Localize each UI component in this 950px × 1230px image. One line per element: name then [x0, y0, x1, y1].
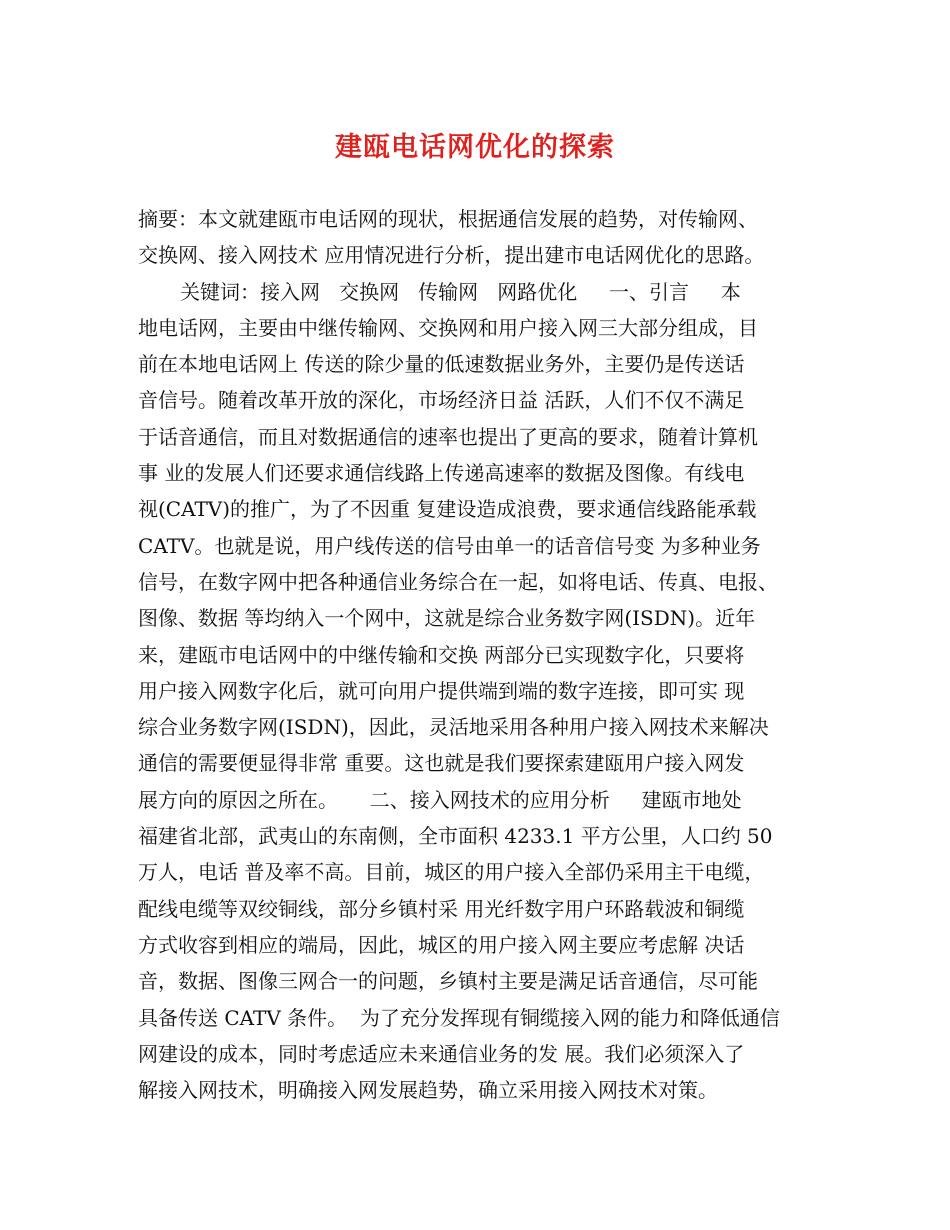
body-line: 综合业务数字网(ISDN)，因此，灵活地采用各种用户接入网技术来解决 [138, 715, 769, 740]
body-line: 方式收容到相应的端局，因此，城区的用户接入网主要应考虑解 决话 [138, 932, 745, 957]
body-line: 具备传送 CATV 条件。 为了充分发挥现有铜缆接入网的能力和降低通信 [138, 1005, 780, 1030]
body-line: 地电话网，主要由中继传输网、交换网和用户接入网三大部分组成，目 [138, 315, 758, 340]
body-line: 关键词：接入网 交换网 传输网 网路优化 一、引言 本 [180, 279, 741, 304]
body-line: 配线电缆等双绞铜线，部分乡镇村采 用光纤数字用户环路载波和铜缆 [138, 896, 745, 921]
body-line: 事 业的发展人们还要求通信线路上传递高速率的数据及图像。有线电 [138, 461, 745, 486]
body-line: 前在本地电话网上 传送的除少量的低速数据业务外，主要仍是传送话 [138, 352, 745, 377]
document-title: 建瓯电话网优化的探索 [335, 132, 615, 163]
body-line: CATV。也就是说，用户线传送的信号由单一的话音信号变 为多种业务 [138, 533, 761, 558]
document-body [138, 201, 828, 1108]
body-line: 展方向的原因之所在。 二、接入网技术的应用分析 建瓯市地处 [138, 787, 742, 812]
body-line: 网建设的成本，同时考虑适应未来通信业务的发 展。我们必须深入了 [138, 1041, 745, 1066]
body-line: 于话音通信，而且对数据通信的速率也提出了更高的要求，随着计算机 [138, 424, 758, 449]
body-line: 音信号。随着改革开放的深化，市场经济日益 活跃，人们不仅不满足 [138, 388, 745, 413]
body-line: 万人，电话 普及率不高。目前，城区的用户接入全部仍采用主干电缆， [138, 860, 765, 885]
body-line: 来，建瓯市电话网中的中继传输和交换 两部分已实现数字化，只要将 [138, 642, 745, 667]
body-line: 解接入网技术，明确接入网发展趋势，确立采用接入网技术对策。 [138, 1078, 718, 1103]
body-line: 通信的需要便显得非常 重要。这也就是我们要探索建瓯用户接入网发 [138, 751, 745, 776]
body-line: 信号，在数字网中把各种通信业务综合在一起，如将电话、传真、电报、 [138, 569, 778, 594]
body-line: 摘要：本文就建瓯市电话网的现状，根据通信发展的趋势，对传输网、 [138, 207, 758, 231]
body-line: 音，数据、图像三网合一的问题，乡镇村主要是满足话音通信，尽可能 [138, 969, 758, 994]
body-line: 用户接入网数字化后，就可向用户提供端到端的数字连接，即可实 现 [138, 678, 745, 703]
body-line: 图像、数据 等均纳入一个网中，这就是综合业务数字网(ISDN)。近年 [138, 606, 756, 631]
body-line: 交换网、接入网技术 应用情况进行分析，提出建市电话网优化的思路。 [138, 243, 765, 268]
body-line: 福建省北部，武夷山的东南侧，全市面积 4233.1 平方公里，人口约 50 [138, 824, 773, 849]
body-line: 视(CATV)的推广，为了不因重 复建设造成浪费，要求通信线路能承载 [138, 497, 757, 522]
